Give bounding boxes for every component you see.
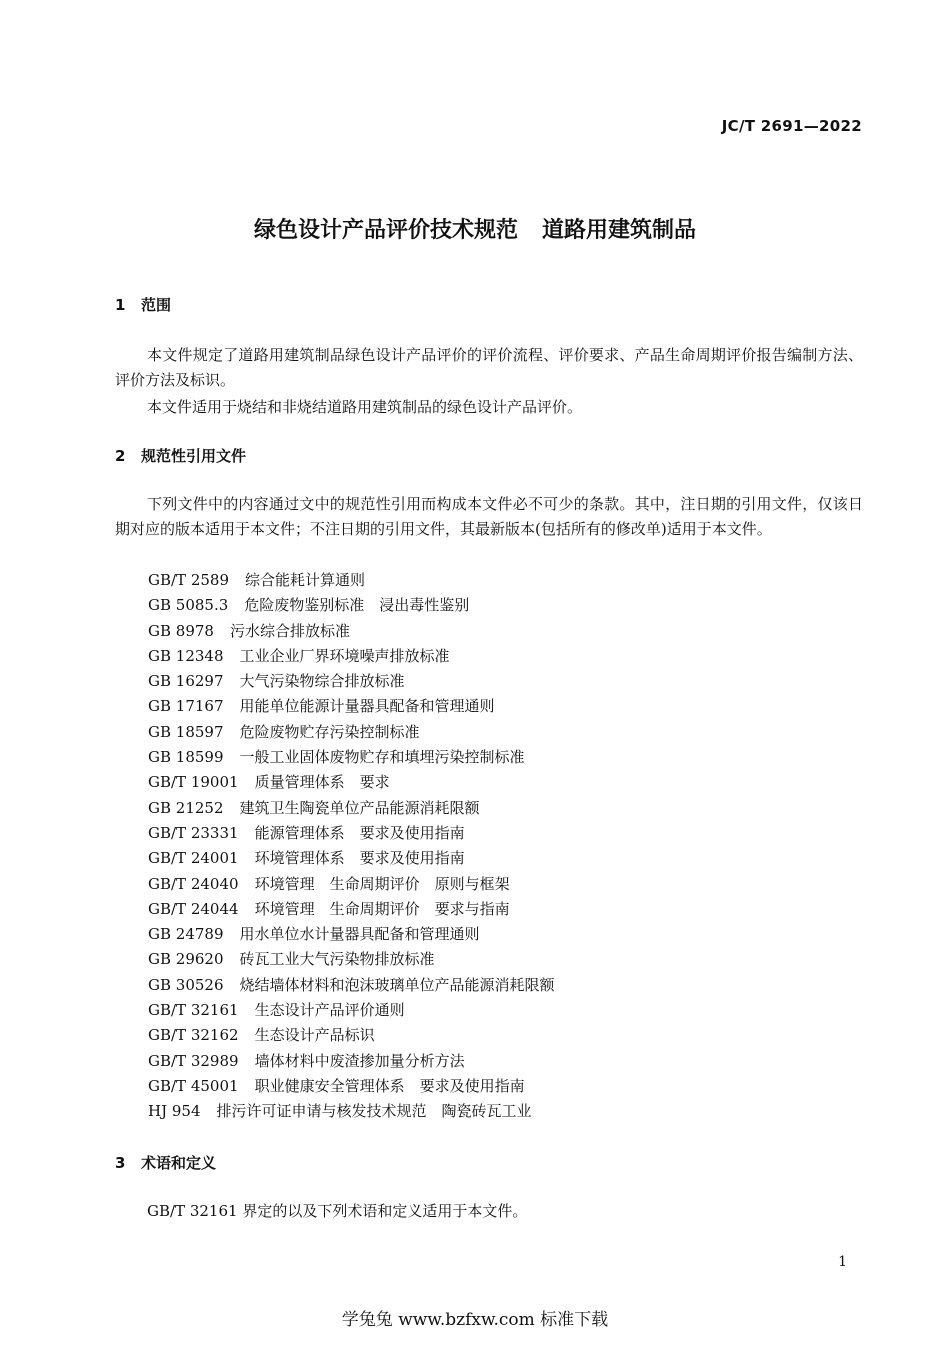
reference-code: GB/T 32162	[148, 1026, 239, 1045]
reference-title: 危险废物鉴别标准 浸出毒性鉴别	[244, 596, 470, 615]
section-title: 术语和定义	[141, 1154, 217, 1172]
reference-code: GB 16297	[148, 672, 224, 691]
reference-code: GB 29620	[148, 950, 224, 969]
section-2-heading	[115, 445, 246, 466]
title-part-2: 道路用建筑制品	[542, 218, 697, 243]
reference-code: GB/T 24044	[148, 899, 239, 918]
reference-code: GB 5085.3	[148, 596, 229, 615]
reference-item	[148, 593, 555, 618]
reference-item	[148, 1099, 555, 1124]
reference-item	[148, 897, 555, 922]
reference-item	[148, 1074, 555, 1099]
reference-item	[148, 872, 555, 897]
section-title: 规范性引用文件	[141, 447, 247, 465]
reference-code: HJ 954	[148, 1102, 201, 1121]
reference-item	[148, 922, 555, 947]
reference-code: GB 12348	[148, 646, 224, 665]
reference-title: 一般工业固体废物贮存和填埋污染控制标准	[239, 748, 525, 767]
reference-code: GB/T 24001	[148, 849, 239, 868]
reference-title: 综合能耗计算通则	[245, 571, 366, 589]
section-2-paragraph-1: 下列文件中的内容通过文中的规范性引用而构成本文件必不可少的条款。其中，注日期的引用文件，仅该日期对应的版本适用于本文件；不注日期的引用文件，其最新版本(包括所有的修改单)适用于本文件。	[115, 495, 863, 538]
section-1-paragraph-1: 本文件规定了道路用建筑制品绿色设计产品评价的评价流程、评价要求、产品生命周期评价报告编制方法、评价方法及标识。	[115, 346, 863, 389]
reference-item	[148, 644, 555, 669]
section-number: 2	[115, 447, 126, 465]
reference-item	[148, 669, 555, 694]
reference-item	[148, 796, 555, 821]
reference-code: GB/T 32161	[148, 1001, 239, 1020]
reference-item	[148, 998, 555, 1023]
reference-title: 职业健康安全管理体系 要求及使用指南	[254, 1076, 525, 1095]
reference-title: 能源管理体系 要求及使用指南	[254, 823, 465, 842]
reference-title: 危险废物贮存污染控制标准	[239, 722, 420, 741]
section-3-paragraph-1: GB/T 32161 界定的以及下列术语和定义适用于本文件。	[147, 1202, 528, 1220]
page-number: 1	[838, 1254, 847, 1270]
reference-title: 污水综合排放标准	[229, 621, 350, 640]
section-1-heading	[115, 294, 171, 315]
document-title	[0, 213, 950, 244]
reference-title: 烧结墙体材料和泡沫玻璃单位产品能源消耗限额	[239, 975, 555, 994]
reference-item	[148, 568, 555, 593]
reference-item	[148, 947, 555, 972]
reference-title: 用能单位能源计量器具配备和管理通则	[239, 697, 495, 716]
reference-item	[148, 694, 555, 719]
reference-code: GB 18597	[148, 722, 224, 741]
reference-item	[148, 619, 555, 644]
reference-title: 质量管理体系 要求	[254, 773, 390, 792]
reference-title: 用水单位水计量器具配备和管理通则	[239, 925, 480, 944]
title-part-1: 绿色设计产品评价技术规范	[253, 218, 518, 243]
reference-title: 环境管理 生命周期评价 原则与框架	[254, 874, 510, 893]
reference-item	[148, 973, 555, 998]
standard-code: JC/T 2691—2022	[721, 117, 862, 135]
reference-title: 砖瓦工业大气污染物排放标准	[239, 950, 435, 969]
reference-title: 大气污染物综合排放标准	[239, 672, 405, 691]
reference-title: 生态设计产品标识	[254, 1026, 375, 1045]
section-number: 3	[115, 1154, 126, 1172]
reference-item	[148, 720, 555, 745]
reference-code: GB/T 24040	[148, 874, 239, 893]
reference-title: 环境管理 生命周期评价 要求与指南	[254, 899, 510, 918]
reference-title: 工业企业厂界环境噪声排放标准	[239, 646, 450, 665]
reference-item	[148, 1023, 555, 1048]
reference-code: GB/T 19001	[148, 773, 239, 792]
reference-title: 建筑卫生陶瓷单位产品能源消耗限额	[239, 798, 480, 817]
reference-code: GB 8978	[148, 621, 214, 640]
reference-item	[148, 846, 555, 871]
reference-code: GB 21252	[148, 798, 224, 817]
reference-code: GB 18599	[148, 748, 224, 767]
reference-title: 墙体材料中废渣掺加量分析方法	[254, 1051, 465, 1070]
reference-code: GB/T 45001	[148, 1076, 239, 1095]
section-3-heading	[115, 1152, 216, 1173]
section-1-paragraph-2: 本文件适用于烧结和非烧结道路用建筑制品的绿色设计产品评价。	[147, 398, 583, 416]
footer-watermark-text: 学兔兔 www.bzfxw.com 标准下载	[341, 1310, 609, 1330]
normative-references-list	[148, 568, 555, 1125]
reference-item	[148, 821, 555, 846]
reference-code: GB 24789	[148, 925, 224, 944]
reference-code: GB 30526	[148, 975, 224, 994]
section-title: 范围	[141, 296, 172, 314]
reference-item	[148, 770, 555, 795]
reference-item	[148, 1049, 555, 1074]
reference-code: GB 17167	[148, 697, 224, 716]
reference-title: 生态设计产品评价通则	[254, 1001, 405, 1020]
section-number: 1	[115, 296, 126, 314]
reference-code: GB/T 32989	[148, 1051, 239, 1070]
reference-title: 环境管理体系 要求及使用指南	[254, 849, 465, 868]
reference-code: GB/T 23331	[148, 823, 239, 842]
reference-item	[148, 745, 555, 770]
reference-code: GB/T 2589	[148, 571, 230, 589]
reference-title: 排污许可证申请与核发技术规范 陶瓷砖瓦工业	[216, 1102, 532, 1121]
